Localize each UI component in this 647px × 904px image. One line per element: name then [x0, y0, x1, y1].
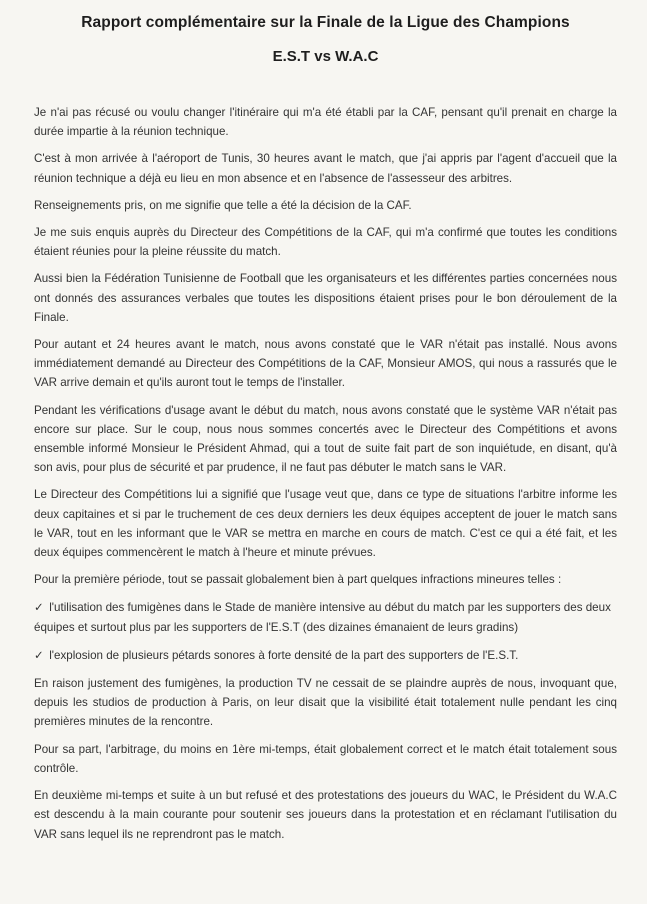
paragraph-refereeing: Pour sa part, l'arbitrage, du moins en 1ère mi-temps, était globalement correct et le match était totalement sous contrôle. [34, 742, 617, 775]
check-item-text: l'explosion de plusieurs pétards sonores à forte densité de la part des supporters de l'E.S.T. [49, 648, 519, 662]
paragraph-first-half: Pour la première période, tout se passait globalement bien à part quelques infractions mineures telles : [34, 573, 562, 587]
paragraph-inquiry: Je me suis enquis auprès du Directeur des Compétitions de la CAF, qui m'a confirmé que toutes les conditions étaient réunies pour la pleine réussite du match. [34, 226, 617, 259]
paragraph-second-half: En deuxième mi-temps et suite à un but refusé et des protestations des joueurs du WAC, le Président du W.A.C est descendu à la main courante pour soutenir ses joueurs dans la protestation et en réclamant l'utilisation du VAR sans lequel ils ne reprendront pas le match. [34, 789, 617, 841]
check-item-text: l'utilisation des fumigènes dans le Stade de manière intensive au début du match par les supporters des deux équipes et surtout plus par les supporters de l'E.S.T (des dizaines émanaient de leurs gradins) [34, 601, 611, 634]
document-title: Rapport complémentaire sur la Finale de la Ligue des Champions [81, 14, 570, 31]
paragraph-itinerary: Je n'ai pas récusé ou voulu changer l'itinéraire qui m'a été établi par la CAF, pensant qu'il prenait en charge la durée impartie à la réunion technique. [34, 106, 617, 139]
paragraph-arrival: C'est à mon arrivée à l'aéroport de Tunis, 30 heures avant le match, que j'ai appris par l'agent d'accueil que la réunion technique a déjà eu lieu en mon absence et en l'absence de l'assesseur des arbitres. [34, 152, 617, 185]
paragraph-decision: Renseignements pris, on me signifie que telle a été la décision de la CAF. [34, 198, 412, 212]
checkmark-icon: ✓ [34, 601, 44, 615]
paragraph-captains: Le Directeur des Compétitions lui a signifié que l'usage veut que, dans ce type de situations l'arbitre informe les deux capitaines et si par le truchement de ces deux derniers les deux équipes acceptent de jouer le match sans le VAR, tout en les informant que le VAR se mettra en marche en cours de match. C'est ce qui a été fait, et les deux équipes commencèrent le match à l'heure et minute prévues. [34, 488, 617, 560]
paragraph-assurances: Aussi bien la Fédération Tunisienne de Football que les organisateurs et les différentes parties concernées nous ont donnés des assurances verbales que toutes les dispositions étaient prises pour le bon déroulement de la Finale. [34, 272, 617, 324]
document-subtitle: E.S.T vs W.A.C [272, 48, 379, 65]
paragraph-verifications: Pendant les vérifications d'usage avant le début du match, nous avons constaté que le système VAR n'était pas encore sur place. Sur le coup, nous nous sommes concertés avec le Directeur des Compétitions et avons ensemble informé Monsieur le Président Ahmad, qui a tout de suite fait part de son inquiétude, en disant, qu'à son avis, pour plus de sécurité et par prudence, il ne faut pas débuter le match sans le VAR. [34, 403, 617, 475]
paragraph-var-not-installed: Pour autant et 24 heures avant le match, nous avons constaté que le VAR n'était pas installé. Nous avons immédiatement demandé au Directeur des Compétitions de la CAF, Monsieur AMOS, qui nous a rassurés que le VAR arrive demain et qu'ils auront tout le temps de l'installer. [34, 338, 617, 390]
paragraph-tv-production: En raison justement des fumigènes, la production TV ne cessait de se plaindre auprès de nous, invoquant que, depuis les studios de production à Paris, on leur disait que la visibilité était totalement nulle pendant les cinq premières minutes de la rencontre. [34, 677, 617, 729]
check-item-petards [34, 646, 617, 665]
checkmark-icon: ✓ [34, 648, 44, 662]
check-item-fumigenes [34, 598, 617, 636]
